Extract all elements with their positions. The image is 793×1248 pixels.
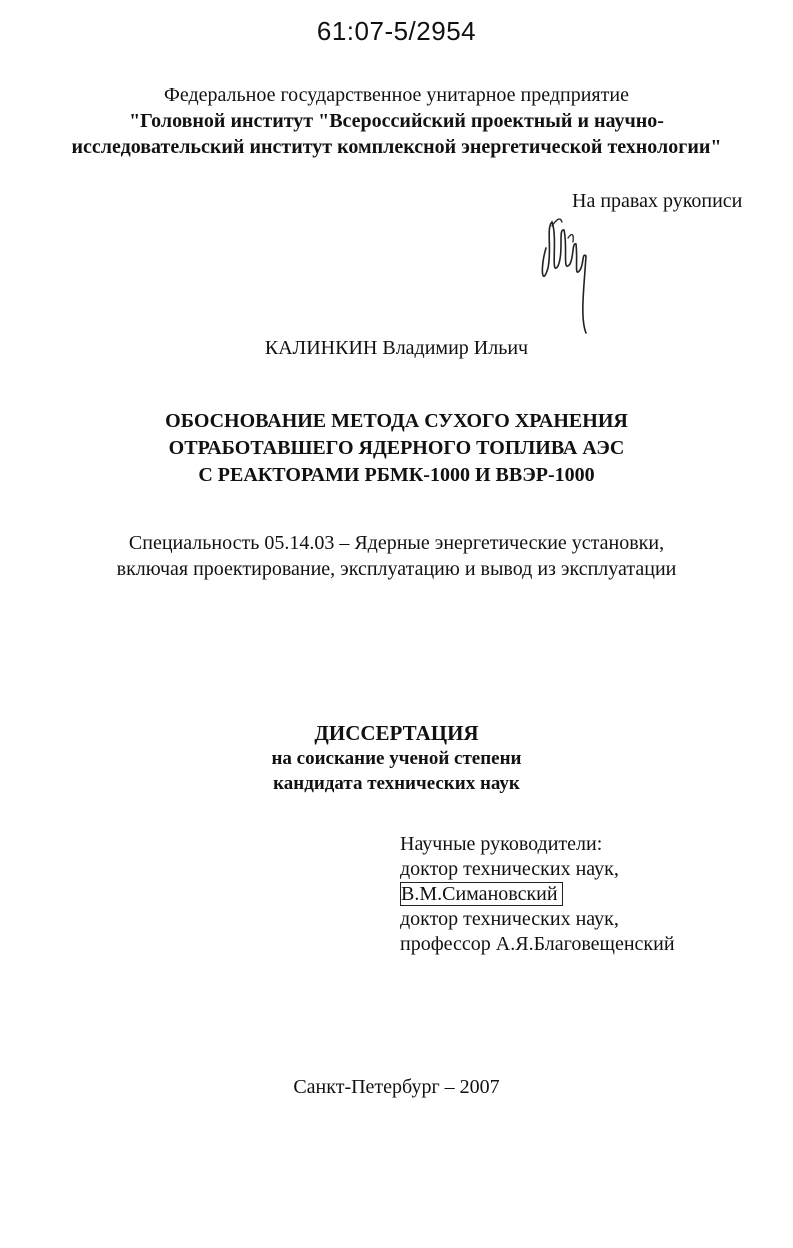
organization-line-3: исследовательский институт комплексной энергетической технологии"	[71, 136, 722, 158]
degree-line-2: кандидата технических наук	[273, 773, 520, 794]
title-line-2: ОТРАБОТАВШЕГО ЯДЕРНОГО ТОПЛИВА АЭС	[168, 437, 625, 459]
dissertation-type	[0, 720, 793, 796]
specialty-block	[0, 530, 793, 582]
supervisor-1-degree: доктор технических наук,	[400, 858, 619, 880]
specialty-line-2: включая проектирование, эксплуатацию и вывод из эксплуатации	[116, 558, 677, 580]
degree-line-1: на соискание ученой степени	[271, 748, 522, 769]
supervisors-label: Научные руководители:	[400, 833, 603, 855]
supervisor-2-name: профессор А.Я.Благовещенский	[400, 933, 675, 955]
archive-code: 61:07-5/2954	[316, 16, 477, 46]
specialty-line-1: Специальность 05.14.03 – Ядерные энергетические установки,	[128, 532, 665, 554]
manuscript-note: На правах рукописи	[572, 190, 743, 212]
title-line-1: ОБОСНОВАНИЕ МЕТОДА СУХОГО ХРАНЕНИЯ	[165, 410, 628, 432]
author-name: КАЛИНКИН Владимир Ильич	[264, 337, 529, 359]
supervisor-1-name: В.М.Симановский	[400, 882, 563, 906]
organization-header	[0, 82, 793, 160]
signature-image	[528, 208, 598, 338]
organization-line-1: Федеральное государственное унитарное предприятие	[164, 84, 629, 106]
city-year: Санкт-Петербург – 2007	[293, 1076, 500, 1098]
supervisor-2-degree: доктор технических наук,	[400, 908, 619, 930]
title-line-3: С РЕАКТОРАМИ РБМК-1000 И ВВЭР-1000	[198, 464, 595, 486]
supervisors-block	[400, 832, 780, 957]
dissertation-title	[0, 408, 793, 489]
organization-line-2: "Головной институт "Всероссийский проектный и научно-	[129, 110, 664, 132]
dissertation-heading: ДИССЕРТАЦИЯ	[314, 721, 479, 745]
